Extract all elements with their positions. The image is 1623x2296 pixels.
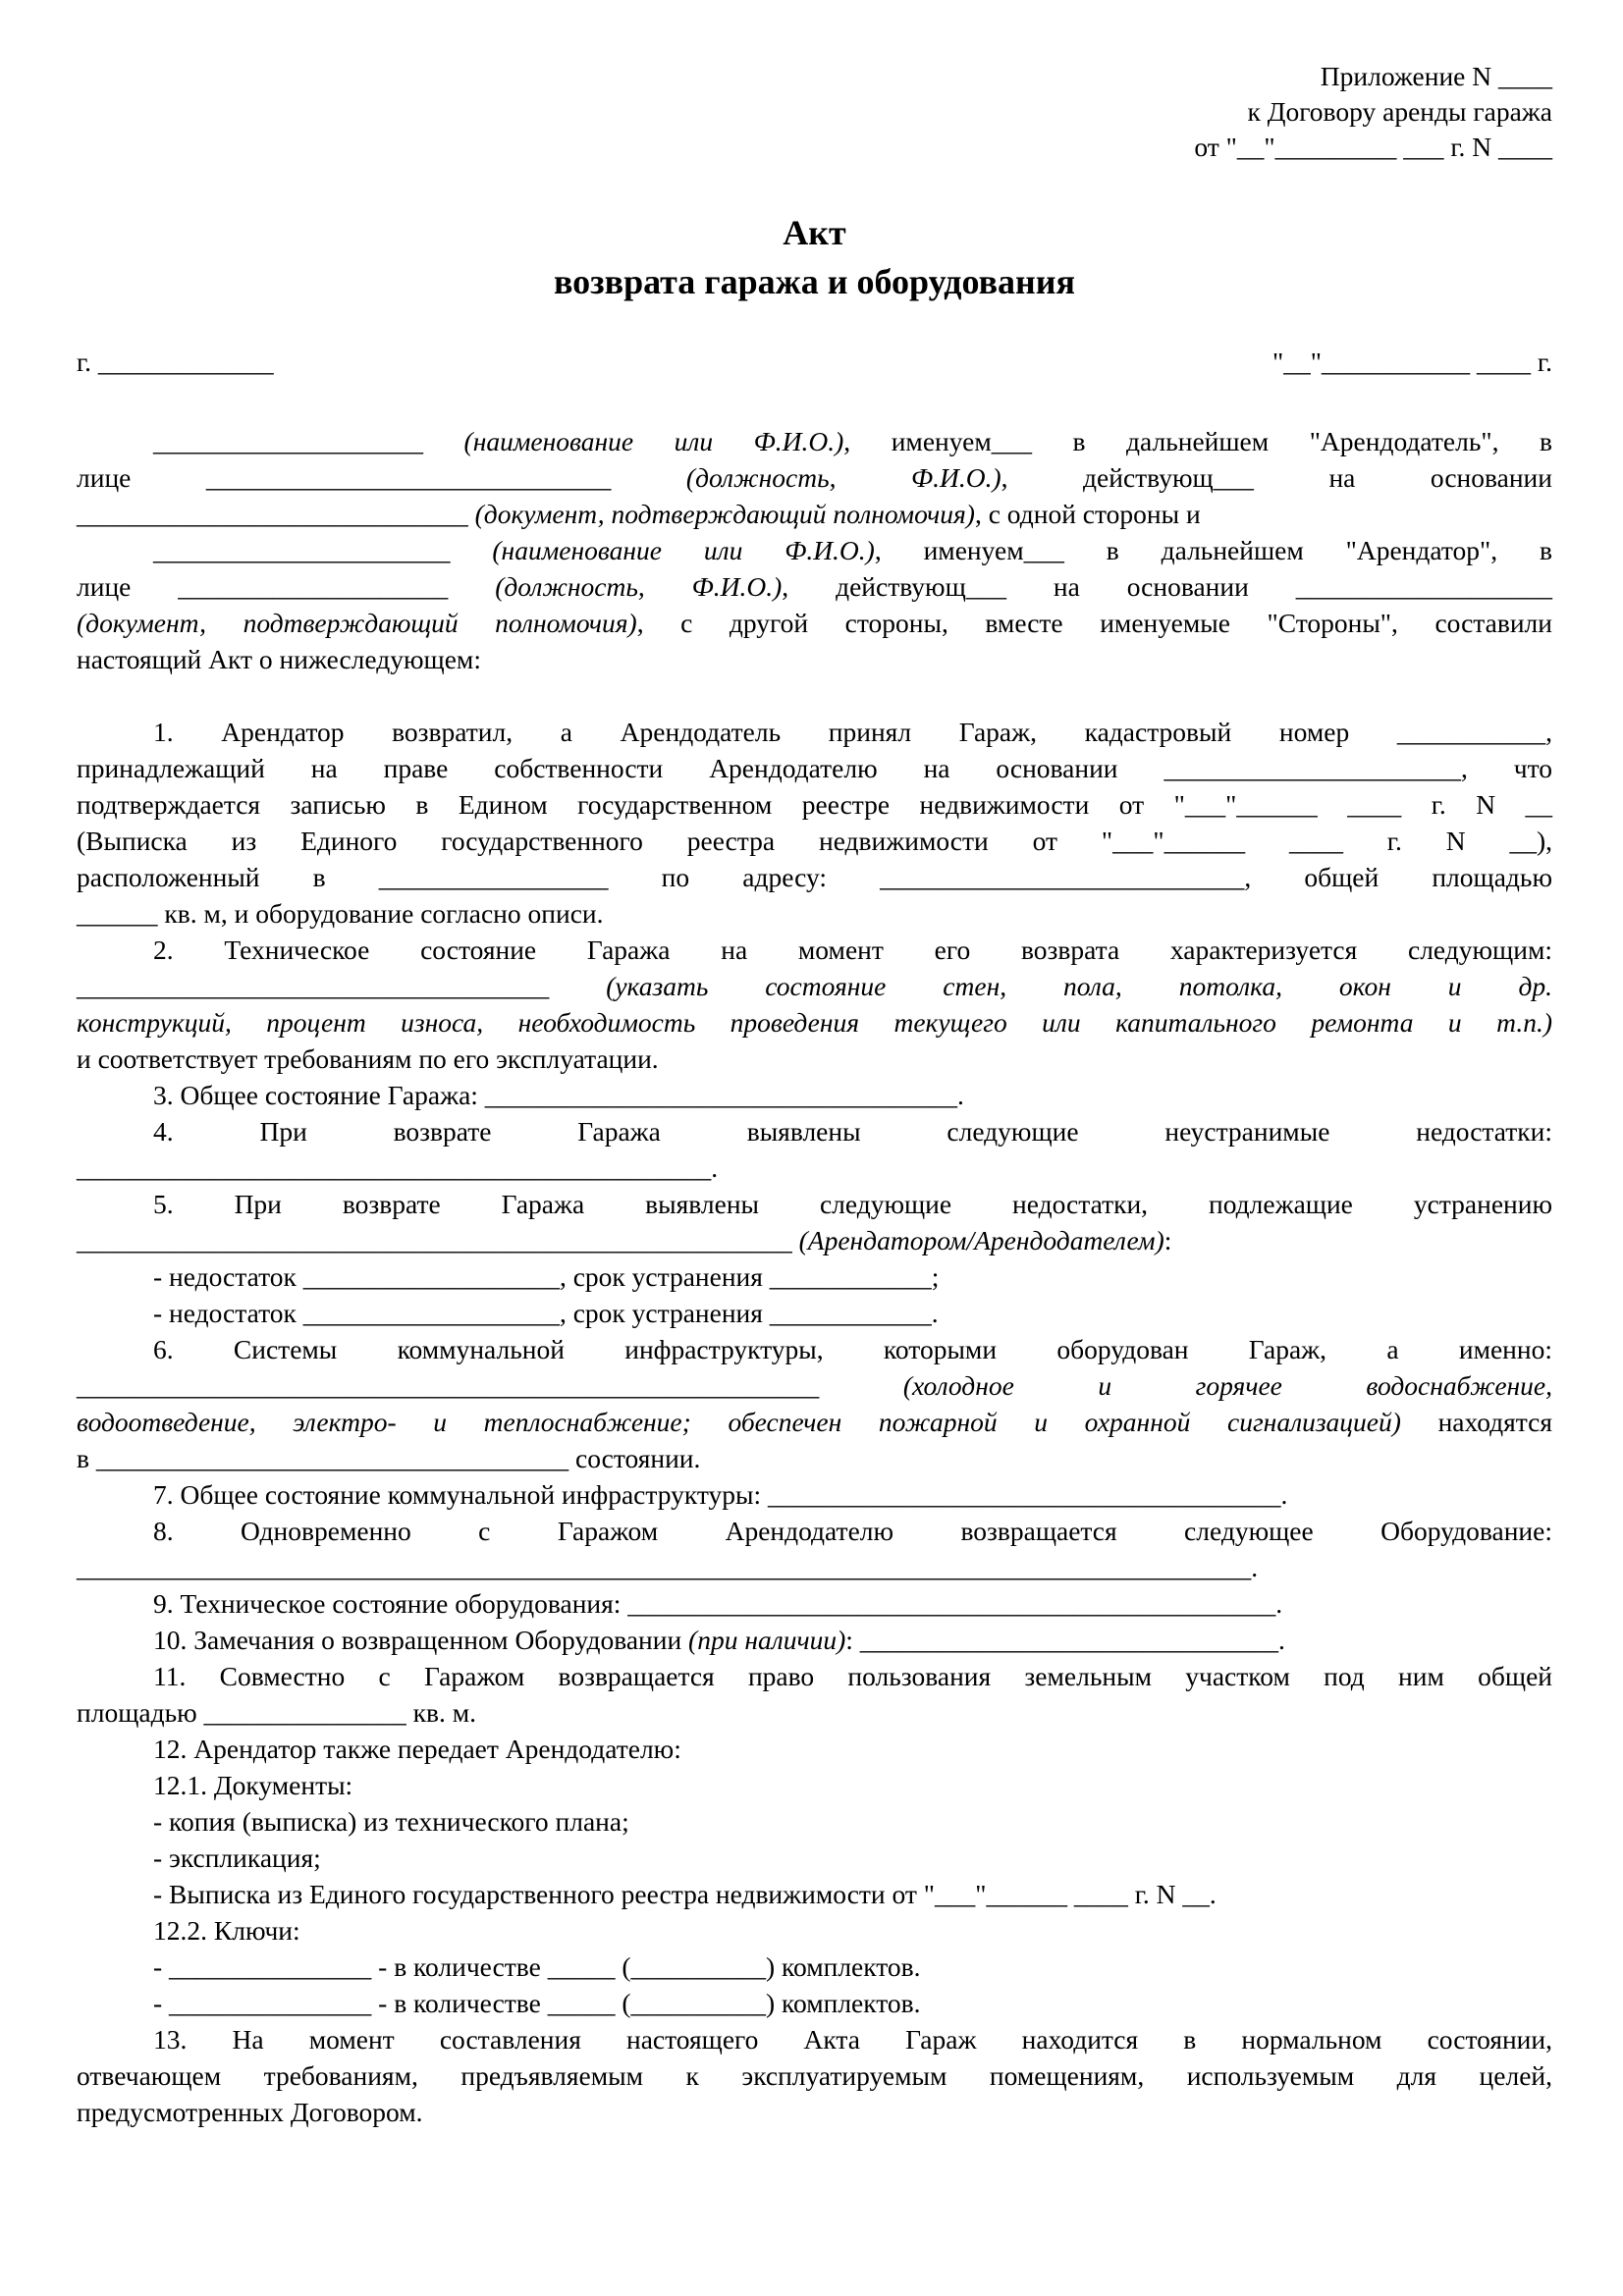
place-date-row	[77, 344, 1552, 380]
text-segment: , именуем___ в дальнейшем "Арендатор", в	[874, 535, 1553, 565]
clause-line	[77, 1440, 1552, 1476]
appendix-number: Приложение N ____	[1320, 61, 1552, 91]
clause-line	[77, 1404, 1552, 1440]
clause-line	[77, 1876, 1552, 1912]
italic-hint-text: (при наличии)	[688, 1625, 846, 1655]
italic-hint-text: (Арендатором/Арендодателем)	[798, 1225, 1164, 1255]
clause-line	[77, 2021, 1552, 2057]
text-segment: :	[1163, 1225, 1172, 1255]
text-segment: _______________________________________________________	[77, 1370, 903, 1401]
text-segment: , действующ___ на основании ___________________	[782, 571, 1552, 602]
text-segment: - Выписка из Единого государственного реестра недвижимости от "___"______ ____ г. N __.	[153, 1879, 1217, 1909]
text-segment: лице ____________________	[77, 571, 496, 602]
clauses	[77, 714, 1552, 2130]
text-segment: _______________________________________________________________________________________.	[77, 1552, 1259, 1582]
text-segment: 4. При возврате Гаража выявлены следующие неустранимые недостатки:	[153, 1116, 1552, 1147]
appendix-contract-ref: к Договору аренды гаража	[1247, 96, 1552, 127]
clause-line	[77, 1803, 1552, 1840]
text-segment: подтверждается записью в Едином государственном реестре недвижимости от "___"______ ____ г. N __	[77, 789, 1552, 820]
clause-line	[77, 823, 1552, 859]
text-segment: (Выписка из Единого государственного реестра недвижимости от "___"______ ____ г. N __),	[77, 826, 1552, 856]
clause-line	[77, 1149, 1552, 1186]
clause-line	[77, 750, 1552, 786]
text-segment: - недостаток ___________________, срок устранения ____________.	[153, 1298, 939, 1328]
clause-line	[77, 895, 1552, 932]
text-segment: 12.1. Документы:	[153, 1770, 353, 1800]
italic-hint-text: (документ, подтверждающий полномочия)	[474, 499, 975, 529]
preamble-line	[77, 568, 1552, 605]
preamble-line	[77, 605, 1552, 641]
italic-hint-text: (холодное и горячее водоснабжение,	[902, 1370, 1553, 1401]
italic-hint-text: (должность, Ф.И.О.)	[685, 462, 1001, 493]
italic-hint-text: (указать состояние стен, пола, потолка, окон и др.	[606, 971, 1552, 1001]
italic-hint-text: водоотведение, электро- и теплоснабжение; обеспечен пожарной и охранной сигнализацией)	[77, 1407, 1401, 1437]
appendix-header	[77, 59, 1552, 165]
clause-line	[77, 1949, 1552, 1985]
text-segment: 3. Общее состояние Гаража: ___________________________________.	[153, 1080, 964, 1110]
preamble-line	[77, 459, 1552, 496]
text-segment: _____________________________	[77, 499, 475, 529]
text-segment: ____________________	[153, 426, 464, 456]
clause-line	[77, 1731, 1552, 1767]
clause-line	[77, 1694, 1552, 1731]
text-segment: 1. Арендатор возвратил, а Арендодатель принял Гараж, кадастровый номер ___________,	[153, 717, 1552, 747]
preamble-line	[77, 496, 1552, 532]
preamble-line	[77, 641, 1552, 677]
clause-line	[77, 1585, 1552, 1622]
clause-line	[77, 1513, 1552, 1549]
text-segment: - экспликация;	[153, 1842, 321, 1873]
text-segment: лице ______________________________	[77, 462, 686, 493]
section-gap	[77, 677, 1552, 714]
clause-line	[77, 1476, 1552, 1513]
text-segment: 8. Одновременно с Гаражом Арендодателю возвращается следующее Оборудование:	[153, 1516, 1552, 1546]
clause-line	[77, 1331, 1552, 1367]
clause-line	[77, 1186, 1552, 1222]
text-segment: 5. При возврате Гаража выявлены следующие недостатки, подлежащие устранению	[153, 1189, 1552, 1219]
text-segment: , именуем___ в дальнейшем "Арендодатель", в	[843, 426, 1553, 456]
text-segment: 6. Системы коммунальной инфраструктуры, которыми оборудован Гараж, а именно:	[153, 1334, 1552, 1364]
text-segment: 9. Техническое состояние оборудования: ________________________________________________.	[153, 1588, 1283, 1619]
clause-line	[77, 1258, 1552, 1295]
document-title	[77, 208, 1552, 306]
clause-line	[77, 1767, 1552, 1803]
clause-line	[77, 1077, 1552, 1113]
clause-line	[77, 714, 1552, 750]
text-segment: и соответствует требованиям по его эксплуатации.	[77, 1043, 659, 1074]
clause-line	[77, 2057, 1552, 2094]
italic-hint-text: (наименование или Ф.И.О.)	[463, 426, 844, 456]
text-segment: 7. Общее состояние коммунальной инфраструктуры: ______________________________________.	[153, 1479, 1288, 1510]
city-field: г. _____________	[77, 347, 274, 377]
clause-line	[77, 1295, 1552, 1331]
appendix-contract-date: от "__"_________ ___ г. N ____	[1194, 132, 1552, 162]
preamble	[77, 423, 1552, 677]
clause-line	[77, 1912, 1552, 1949]
text-segment: отвечающем требованиям, предъявляемым к эксплуатируемым помещениям, используемым для целей,	[77, 2060, 1552, 2091]
text-segment: ___________________________________	[77, 971, 607, 1001]
clause-line	[77, 1549, 1552, 1585]
text-segment: настоящий Акт о нижеследующем:	[77, 644, 481, 674]
text-segment: принадлежащий на праве собственности Арендодателю на основании ______________________, что	[77, 753, 1552, 783]
text-segment: - копия (выписка) из технического плана;	[153, 1806, 629, 1837]
clause-line	[77, 1840, 1552, 1876]
text-segment: : _______________________________.	[845, 1625, 1285, 1655]
italic-hint-text: (документ, подтверждающий полномочия)	[77, 608, 637, 638]
text-segment: ______________________	[153, 535, 493, 565]
text-segment: _____________________________________________________	[77, 1225, 799, 1255]
date-field: "__"___________ ____ г.	[1271, 347, 1552, 377]
text-segment: 10. Замечания о возвращенном Оборудовании	[153, 1625, 689, 1655]
clause-line	[77, 1367, 1552, 1404]
text-segment: _______________________________________________.	[77, 1152, 719, 1183]
text-segment: - _______________ - в количестве _____ (__________) комплектов.	[153, 1988, 921, 2018]
clause-line	[77, 1658, 1552, 1694]
text-segment: ______ кв. м, и оборудование согласно описи.	[77, 898, 604, 929]
title-line-2: возврата гаража и оборудования	[553, 262, 1076, 301]
text-segment: 11. Совместно с Гаражом возвращается право пользования земельным участком под ним общей	[153, 1661, 1552, 1691]
clause-line	[77, 1222, 1552, 1258]
italic-hint-text: конструкций, процент износа, необходимость проведения текущего или капитального ремонта и т.п.)	[77, 1007, 1552, 1038]
document-page	[77, 59, 1552, 2130]
text-segment: расположенный в _________________ по адресу: ___________________________, общей площадью	[77, 862, 1552, 892]
italic-hint-text: (должность, Ф.И.О.)	[495, 571, 783, 602]
text-segment: 2. Техническое состояние Гаража на момент его возврата характеризуется следующим:	[153, 934, 1552, 965]
clause-line	[77, 1113, 1552, 1149]
text-segment: - недостаток ___________________, срок устранения ____________;	[153, 1261, 940, 1292]
text-segment: площадью _______________ кв. м.	[77, 1697, 477, 1728]
clause-line	[77, 1041, 1552, 1077]
clause-line	[77, 2094, 1552, 2130]
text-segment: 13. На момент составления настоящего Акта Гараж находится в нормальном состоянии,	[153, 2024, 1552, 2055]
text-segment: 12.2. Ключи:	[153, 1915, 300, 1946]
preamble-line	[77, 423, 1552, 459]
text-segment: , с другой стороны, вместе именуемые "Стороны", составили	[636, 608, 1552, 638]
clause-line	[77, 1622, 1552, 1658]
clause-line	[77, 1985, 1552, 2021]
preamble-line	[77, 532, 1552, 568]
title-line-1: Акт	[783, 213, 846, 252]
text-segment: предусмотренных Договором.	[77, 2097, 423, 2127]
text-segment: - _______________ - в количестве _____ (__________) комплектов.	[153, 1951, 921, 1982]
clause-line	[77, 859, 1552, 895]
clause-line	[77, 932, 1552, 968]
text-segment: находятся	[1400, 1407, 1553, 1437]
clause-line	[77, 968, 1552, 1004]
text-segment: 12. Арендатор также передает Арендодателю:	[153, 1734, 681, 1764]
text-segment: , действующ___ на основании	[1001, 462, 1552, 493]
text-segment: в ___________________________________ состоянии.	[77, 1443, 701, 1473]
clause-line	[77, 786, 1552, 823]
clause-line	[77, 1004, 1552, 1041]
italic-hint-text: (наименование или Ф.И.О.)	[492, 535, 875, 565]
text-segment: , с одной стороны и	[974, 499, 1201, 529]
